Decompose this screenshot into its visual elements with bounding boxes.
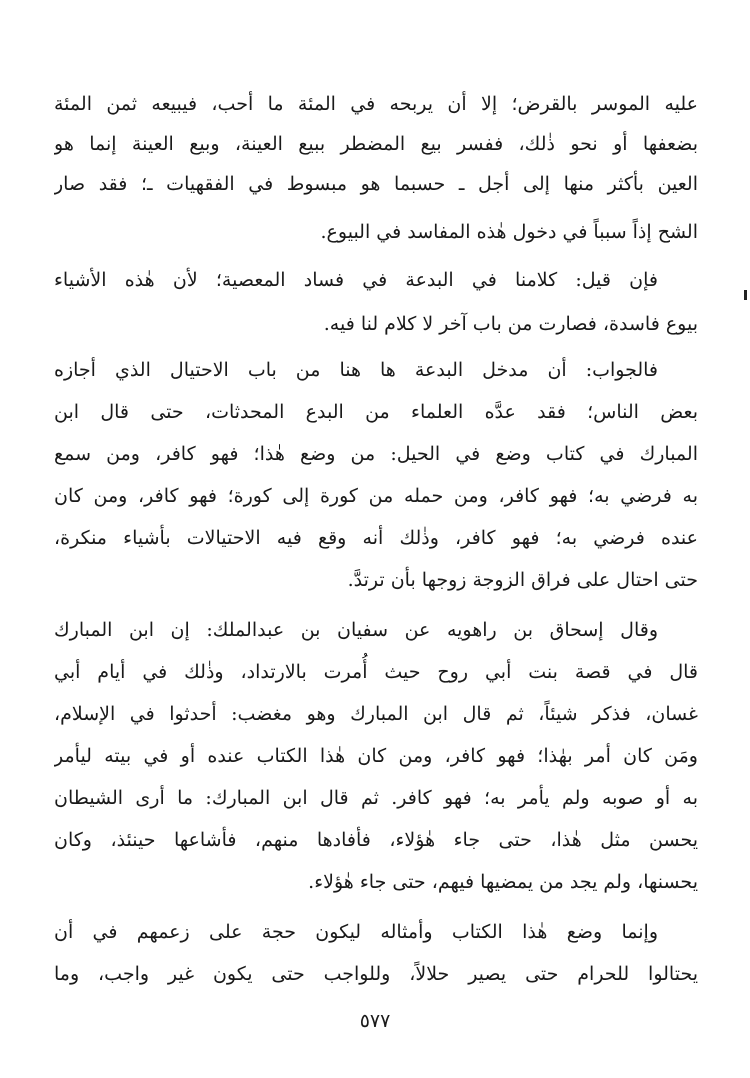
text-line: عنده فرضي به؛ فهو كافر، وذٰلك أنه وقع فيه الاحتيالات بأشياء منكرة، <box>54 527 698 549</box>
text-line: بضعفها أو نحو ذٰلك، ففسر بيع المضطر ببيع العينة، وبيع العينة إنما هو <box>54 133 698 155</box>
paragraph-start-line: فإن قيل: كلامنا في البدعة في فساد المعصية؛ لأن هٰذه الأشياء <box>54 269 658 291</box>
text-line: به فرضي به؛ فهو كافر، ومن حمله من كورة إلى كورة؛ فهو كافر، ومن كان <box>54 485 698 507</box>
text-line: به أو صوبه ولم يأمر به؛ فهو كافر. ثم قال ابن المبارك: ما أرى الشيطان <box>54 787 698 809</box>
margin-mark <box>744 290 747 300</box>
text-line: يحسنها، ولم يجد من يمضيها فيهم، حتى جاء هٰؤلاء. <box>308 871 698 893</box>
text-line: ومَن كان أمر بهٰذا؛ فهو كافر، ومن كان هٰذا الكتاب عنده أو في بيته ليأمر <box>54 745 698 767</box>
text-line: الشح إذاً سبباً في دخول هٰذه المفاسد في البيوع. <box>320 221 698 243</box>
text-line: قال في قصة بنت أبي روح حيث أُمرت بالارتداد، وذٰلك في أيام أبي <box>54 661 698 683</box>
text-line: المبارك في كتاب وضع في الحيل: من وضع هٰذا؛ فهو كافر، ومن سمع <box>54 443 698 465</box>
text-line: بيوع فاسدة، فصارت من باب آخر لا كلام لنا فيه. <box>323 313 698 335</box>
text-line: يحسن مثل هٰذا، حتى جاء هٰؤلاء، فأفادها منهم، فأشاعها حينئذ، وكان <box>54 829 698 851</box>
text-line: بعض الناس؛ فقد عدَّه العلماء من البدع المحدثات، حتى قال ابن <box>54 401 698 423</box>
paragraph-start-line: وإنما وضع هٰذا الكتاب وأمثاله ليكون حجة على زعمهم في أن <box>54 921 658 943</box>
text-line: عليه الموسر بالقرض؛ إلا أن يربحه في المئة ما أحب، فيبيعه ثمن المئة <box>54 93 698 115</box>
text-line: العين بأكثر منها إلى أجل ـ حسبما هو مبسوط في الفقهيات ـ؛ فقد صار <box>54 173 698 195</box>
text-line: يحتالوا للحرام حتى يصير حلالاً، وللواجب حتى يكون غير واجب، وما <box>54 963 698 985</box>
page-number: ٥٧٧ <box>359 1010 391 1032</box>
paragraph-start-line: وقال إسحاق بن راهويه عن سفيان بن عبدالملك: إن ابن المبارك <box>54 619 658 641</box>
text-line: غسان، فذكر شيئاً، ثم قال ابن المبارك وهو مغضب: أحدثوا في الإسلام، <box>54 703 698 725</box>
paragraph-start-line: فالجواب: أن مدخل البدعة ها هنا من باب الاحتيال الذي أجازه <box>54 359 658 381</box>
text-line: حتى احتال على فراق الزوجة زوجها بأن ترتدَّ. <box>347 569 698 591</box>
